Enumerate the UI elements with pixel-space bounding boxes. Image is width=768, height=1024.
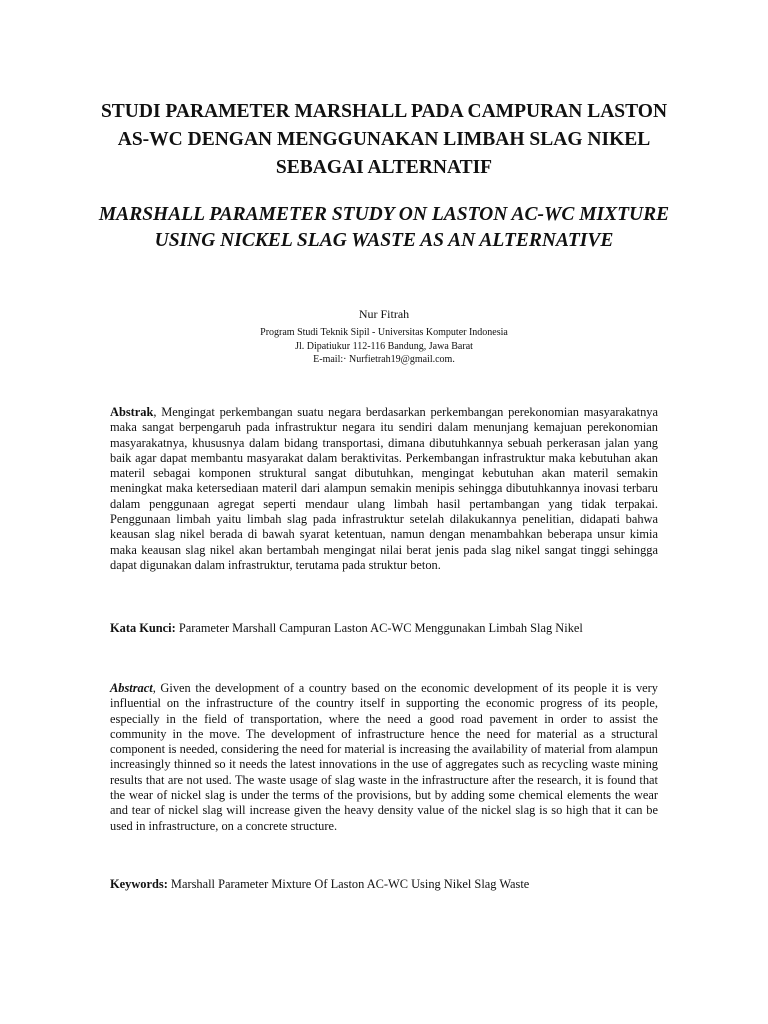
keywords-indonesian-label: Kata Kunci:: [110, 621, 176, 635]
abstract-indonesian: [110, 405, 658, 573]
author-email: E-mail:· Nurfietrah19@gmail.com.: [313, 354, 455, 365]
author-address: Jl. Dipatiukur 112-116 Bandung, Jawa Barat: [295, 340, 473, 352]
keywords-indonesian: [110, 621, 670, 636]
keywords-english: [110, 877, 670, 892]
author-block: [184, 306, 584, 367]
abstract-english-text: , Given the development of a country based on the economic development of its people it is very influential on the infrastructure of the country itself in supporting the economic progress of its people, especially in the field of transportation, where the need a good road pavement in order to assist the community in the move. The development of infrastructure hence the need for material as a structural component is needed, considering the need for material is increasing the availability of material from alampun increasingly thinned so it needs the latest innovations in the use of aggregates such as recycling waste mining results that are not used. The waste usage of slag waste in the infrastructure after the research, it is found that the wear of nickel slag is under the terms of the provisions, but by adding some chemical elements the wear and tear of nickel slag will increase given the heavy density value of the nickel slag is so high that it can be used in infrastructure, on a concrete structure.: [110, 681, 658, 833]
abstract-english: [110, 681, 658, 834]
paper-title-english: MARSHALL PARAMETER STUDY ON LASTON AC-WC MIXTURE USING NICKEL SLAG WASTE AS AN ALTERNATIVE: [98, 204, 670, 251]
abstract-english-label: Abstract: [110, 681, 153, 695]
author-name: Nur Fitrah: [358, 307, 410, 321]
keywords-english-label: Keywords:: [110, 877, 168, 891]
abstract-indonesian-text: , Mengingat perkembangan suatu negara berdasarkan perkembangan perekonomian masyarakatnya maka sangat berpengaruh pada infrastruktur negara itu sendiri dalam menunjang kemajuan perekonomian masyarakatnya, khususnya dalam bidang transportasi, dimana dibutuhkannya sebuah perkerasan jalan yang baik agar dapat membantu masyarakat dalam beraktivitas. Perkembangan infrastruktur maka kebutuhan akan materil sebagai komponen struktural sangat dibutuhkan, mengingat kebutuhan akan materil semakin meningkat maka ketersediaan materil dari alampun semakin menipis sehingga dibutuhkannya inovasi terbaru dalam penggunaan agregat seperti mendaur ulang limbah hasil pertambangan yang tidak terpakai. Penggunaan limbah yaitu limbah slag pada infrastruktur setelah dilakukannya penelitian, didapati bahwa keausan slag nikel berada di bawah syarat ketentuan, namun dengan menambahkan beberapa unsur kimia maka keausan slag nikel akan bertambah mengingat nilai berat jenis pada slag nikel sangat tinggi sehingga dapat digunakan dalam infrastruktur, terutama pada struktur beton.: [110, 405, 658, 572]
keywords-english-text: Marshall Parameter Mixture Of Laston AC-WC Using Nikel Slag Waste: [167, 877, 530, 891]
author-affiliation: Program Studi Teknik Sipil - Universitas Komputer Indonesia: [260, 327, 508, 338]
paper-title-indonesian: STUDI PARAMETER MARSHALL PADA CAMPURAN LASTON AS-WC DENGAN MENGGUNAKAN LIMBAH SLAG NIKEL SEBAGAI ALTERNATIF: [100, 101, 668, 178]
abstract-indonesian-label: Abstrak: [110, 405, 154, 419]
keywords-indonesian-text: Parameter Marshall Campuran Laston AC-WC Menggunakan Limbah Slag Nikel: [175, 621, 583, 635]
